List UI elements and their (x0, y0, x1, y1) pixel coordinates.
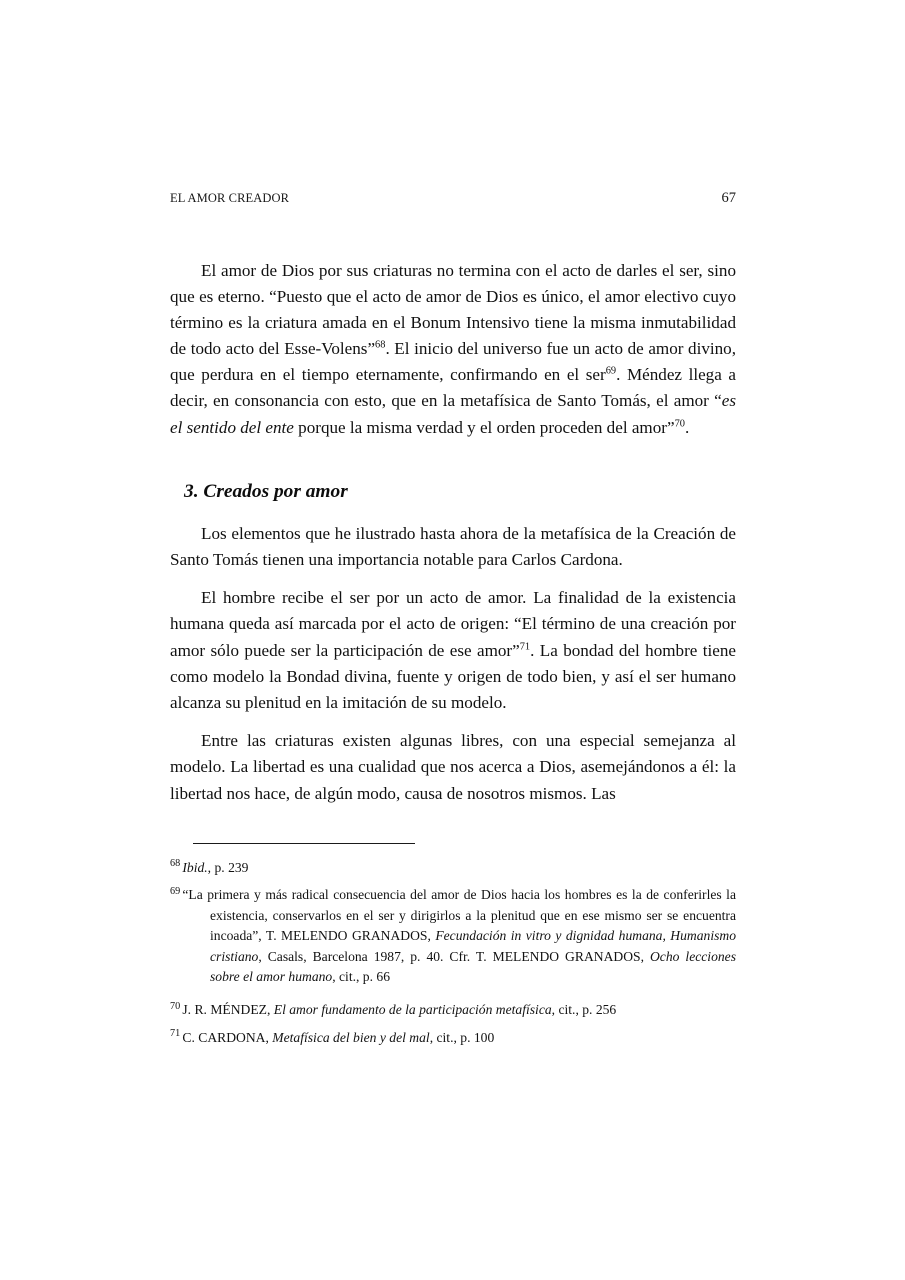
section-heading: 3. Creados por amor (184, 480, 348, 502)
footnote-69 (170, 885, 736, 987)
footnote-69-text-5: , cit., p. 66 (332, 969, 390, 985)
footnote-68-text: , p. 239 (207, 860, 249, 875)
footnote-70-title: El amor fundamento de la participación metafísica (273, 1002, 552, 1018)
footnote-ref-69[interactable]: 69 (605, 365, 617, 377)
footnote-69-text-3: , Casals, Barcelona 1987, p. 40. Cfr. T. (258, 948, 493, 964)
paragraph-1-italic-quote: es el sentido del ente (170, 391, 736, 437)
footnote-ref-70[interactable]: 70 (674, 417, 685, 429)
footnote-68-number: 68 (170, 858, 181, 870)
running-head (170, 190, 736, 207)
running-head-title: EL AMOR CREADOR (170, 191, 290, 205)
footnote-71-title: Metafísica del bien y del mal (272, 1029, 430, 1045)
paragraph-4: Entre las criaturas existen algunas libres, con una especial semejanza al modelo. La libertad es una cualidad que nos acerca a Dios, asemejándonos a él: la libertad nos hace, de algún modo, causa de nosotros mismos. Las (170, 731, 736, 803)
footnote-71-text-1: C. (182, 1029, 199, 1045)
footnote-ref-71[interactable]: 71 (519, 640, 531, 652)
footnote-69-author-1: MELENDO GRANADOS (281, 928, 428, 944)
footnote-70-text-2: , (266, 1002, 274, 1018)
paragraph-2: Los elementos que he ilustrado hasta ahora de la metafísica de la Creación de Santo Tomás tienen una importancia notable para Carlos Cardona. (170, 523, 736, 569)
footnote-71 (170, 1028, 736, 1048)
footnote-69-author-2: MELENDO GRANADOS (492, 948, 641, 964)
footnote-68-italic: Ibid. (182, 860, 208, 875)
paragraph-1-part-1: El amor de Dios por sus criaturas no termina con el acto de darles el ser, sino que es eterno. “Puesto que el acto de amor de Dios es único, el amor electivo cuyo término es la criatura amada en el Bonum Intensivo tiene la misma inmutabilidad de todo acto del Esse-Volens” (170, 261, 736, 359)
paragraph-1-part-5: . (684, 417, 690, 437)
page-number: 67 (721, 190, 736, 206)
footnote-69-number: 69 (170, 885, 181, 897)
footnote-71-author: CARDONA (198, 1029, 266, 1045)
footnote-separator-rule (193, 843, 415, 844)
footnote-70-text-3: , cit., p. 256 (551, 1002, 617, 1018)
paragraph-3-part-1: El hombre recibe el ser por un acto de amor. La finalidad de la existencia humana queda así marcada por el acto de origen: “El término de una creación por amor sólo puede ser la participación de ese amor” (170, 588, 736, 660)
footnote-69-title-2: Ocho lecciones sobre el amor humano (210, 948, 736, 985)
footnote-71-text-2: , (265, 1029, 273, 1045)
footnote-69-title-1: Fecundación in vitro y dignidad humana, Humanismo cristiano (210, 928, 737, 964)
footnote-70-number: 70 (170, 1000, 181, 1012)
footnote-70 (170, 1000, 736, 1020)
paragraph-1 (170, 258, 736, 441)
footnote-69-text-2: , (427, 928, 436, 944)
footnote-70-text-1: J. R. (182, 1002, 211, 1018)
paragraph-3-part-2: . La bondad del hombre tiene como modelo la Bondad divina, fuente y origen de todo bien, y así el ser humano alcanza su plenitud en la imitación de su modelo. (170, 640, 736, 712)
footnote-69-text-1: “La primera y más radical consecuencia del amor de Dios hacia los hombres es la de conferirles la existencia, conservarlos en el ser y dirigirlos a la plenitud que en ese mismo ser se encuentra incoada”, T. (182, 887, 736, 944)
paragraph-1-part-3: . Méndez llega a decir, en consonancia con esto, que en la metafísica de Santo Tomás, el amor “ (170, 365, 736, 411)
paragraph-1-part-2: . El inicio del universo fue un acto de amor divino, que perdura en el tiempo eternamente, confirmando en el ser (170, 339, 737, 385)
paragraph-1-part-4: porque la misma verdad y el orden proceden del amor” (293, 417, 675, 437)
footnotes-section (170, 843, 736, 1055)
footnote-69-text-4: , (640, 948, 650, 964)
body-text-column (170, 258, 736, 807)
footnote-71-number: 71 (170, 1028, 181, 1040)
footnote-70-author: MÉNDEZ (210, 1002, 267, 1018)
footnote-ref-68[interactable]: 68 (375, 339, 386, 351)
paragraph-3 (170, 585, 736, 715)
footnote-68 (170, 858, 736, 878)
footnote-71-text-3: , cit., p. 100 (429, 1029, 495, 1045)
